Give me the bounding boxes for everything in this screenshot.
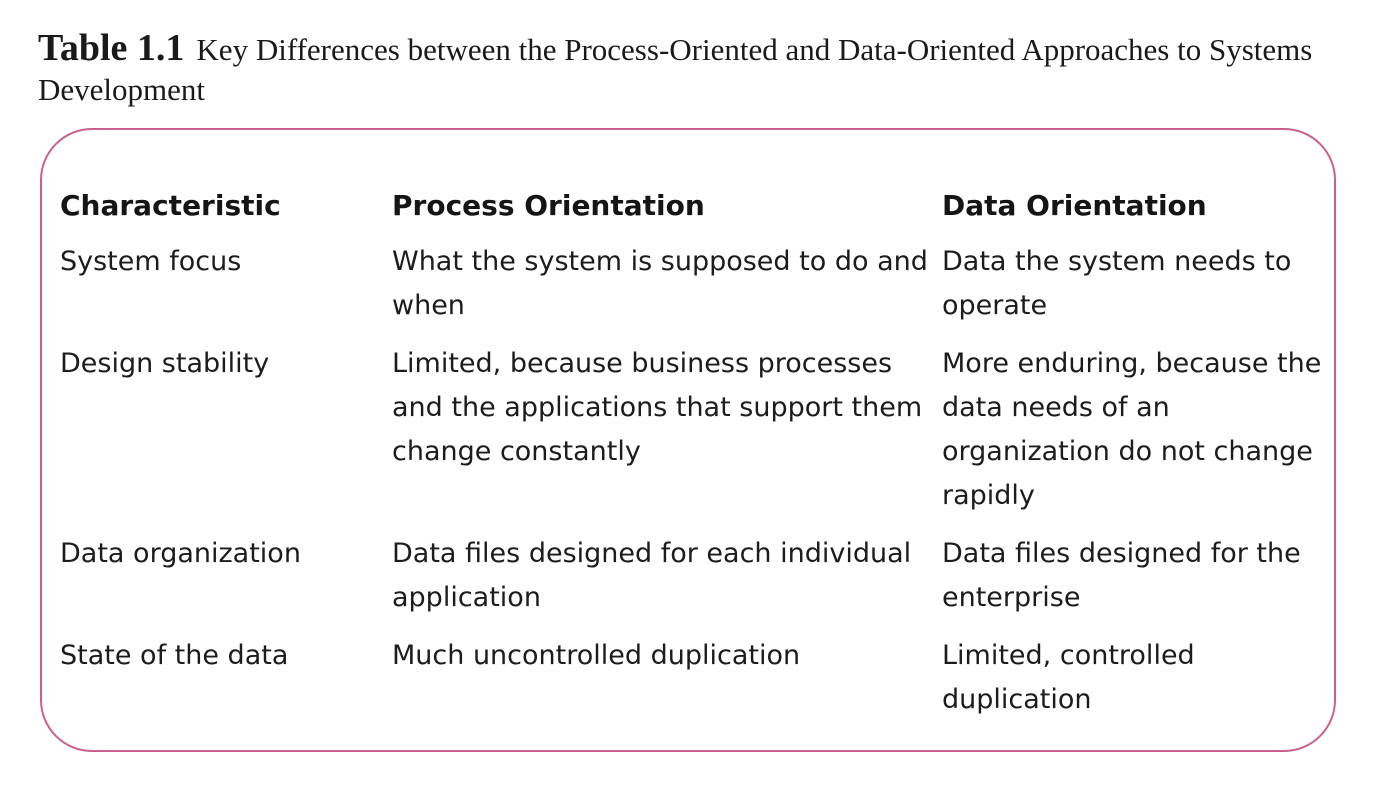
process-orientation-cell: Data files designed for each individual application bbox=[392, 538, 912, 613]
process-orientation-cell: Much uncontrolled duplication bbox=[392, 640, 801, 671]
table-row bbox=[60, 342, 1332, 532]
characteristic-cell: System focus bbox=[60, 246, 242, 277]
characteristic-cell: Data organization bbox=[60, 538, 301, 569]
table-caption bbox=[38, 28, 1338, 110]
data-orientation-cell: Data files designed for the enterprise bbox=[942, 538, 1301, 613]
header-row bbox=[60, 184, 1332, 240]
column-header-process-orientation: Process Orientation bbox=[392, 189, 705, 222]
process-orientation-cell: What the system is supposed to do and when bbox=[392, 246, 928, 321]
characteristic-cell: Design stability bbox=[60, 348, 270, 379]
comparison-table bbox=[60, 184, 1332, 736]
table-number: Table 1.1 bbox=[38, 27, 185, 69]
column-header-characteristic: Characteristic bbox=[60, 189, 281, 222]
data-orientation-cell: More enduring, because the data needs of an organization do not change rapidly bbox=[942, 348, 1322, 511]
column-header-data-orientation: Data Orientation bbox=[942, 189, 1207, 222]
process-orientation-cell: Limited, because business processes and the applications that support them change constantly bbox=[392, 348, 923, 467]
table-row bbox=[60, 240, 1332, 342]
table-title: Key Differences between the Process-Oriented and Data-Oriented Approaches to Systems Development bbox=[38, 32, 1313, 107]
table-row bbox=[60, 634, 1332, 736]
characteristic-cell: State of the data bbox=[60, 640, 289, 671]
table-row bbox=[60, 532, 1332, 634]
data-orientation-cell: Limited, controlled duplication bbox=[942, 640, 1195, 715]
data-orientation-cell: Data the system needs to operate bbox=[942, 246, 1292, 321]
